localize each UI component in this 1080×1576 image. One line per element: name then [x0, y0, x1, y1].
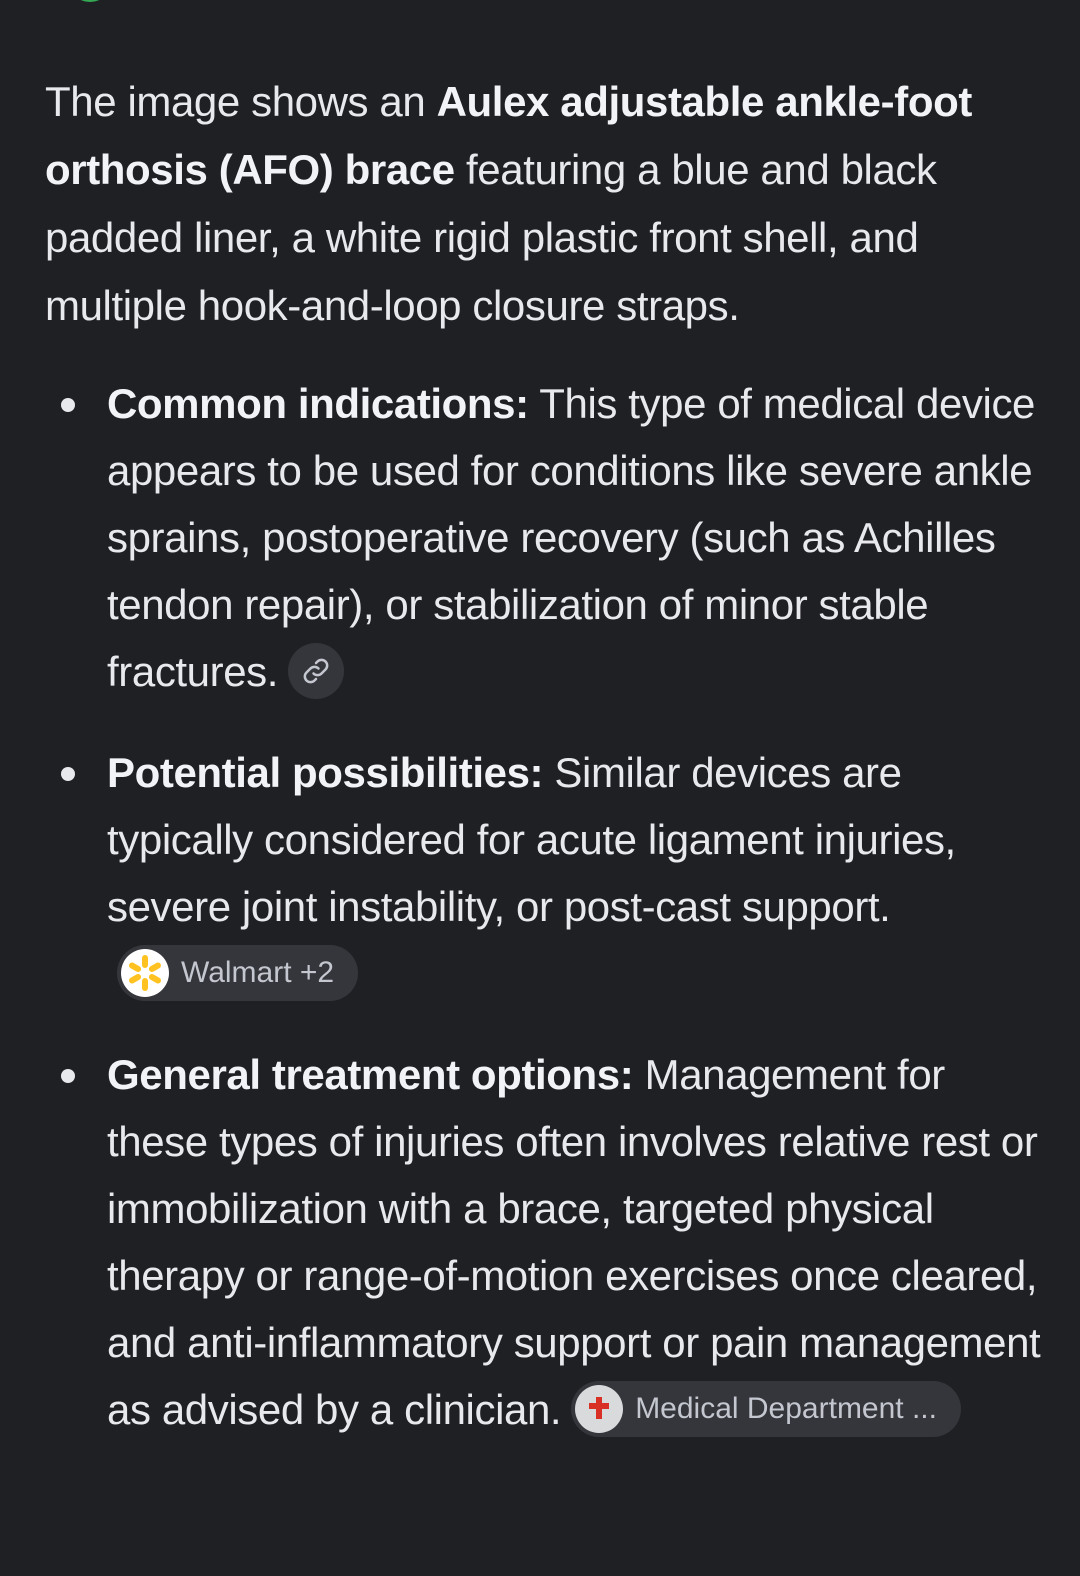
point-text: This type of medical device appears to be used for conditions like severe ankle sprains, postoperative recovery (such as Achilles tendon repair), or stabilization of minor stable fractures. — [107, 380, 1036, 695]
source-chip-label: Medical Department ... — [635, 1392, 937, 1426]
list-item-common-indications — [45, 370, 1045, 705]
point-title: Potential possibilities: — [107, 749, 544, 796]
source-link-button[interactable] — [288, 643, 344, 699]
list-item-potential-possibilities — [45, 739, 1045, 1007]
walmart-logo-icon — [121, 949, 169, 997]
answer-points-list — [45, 370, 1045, 1443]
answer-intro — [45, 68, 1045, 340]
ai-answer — [45, 68, 1045, 1477]
list-item-general-treatment-options — [45, 1041, 1045, 1443]
point-title: General treatment options: — [107, 1051, 634, 1098]
source-chip-medical-department[interactable] — [571, 1381, 961, 1437]
intro-text-start: The image shows an — [45, 78, 437, 125]
ai-logo-fragment — [68, 0, 112, 2]
medical-cross-icon — [575, 1385, 623, 1433]
intro-text-end: featuring a blue and black padded liner, a white rigid plastic front shell, and multiple hook-and-loop closure straps. — [45, 146, 937, 329]
intro-device-name: Aulex adjustable ankle-foot orthosis (AFO) brace — [45, 78, 972, 193]
point-text: Management for these types of injuries often involves relative rest or immobilization with a brace, targeted physical therapy or range-of-motion exercises once cleared, and anti-inflammatory support or pain management as advised by a clinician. — [107, 1051, 1041, 1433]
source-chip-label: Walmart +2 — [181, 956, 335, 990]
point-text: Similar devices are typically considered for acute ligament injuries, severe joint instability, or post-cast support. — [107, 749, 956, 930]
source-chip-walmart[interactable] — [117, 945, 358, 1001]
link-icon — [301, 656, 331, 686]
point-title: Common indications: — [107, 380, 529, 427]
